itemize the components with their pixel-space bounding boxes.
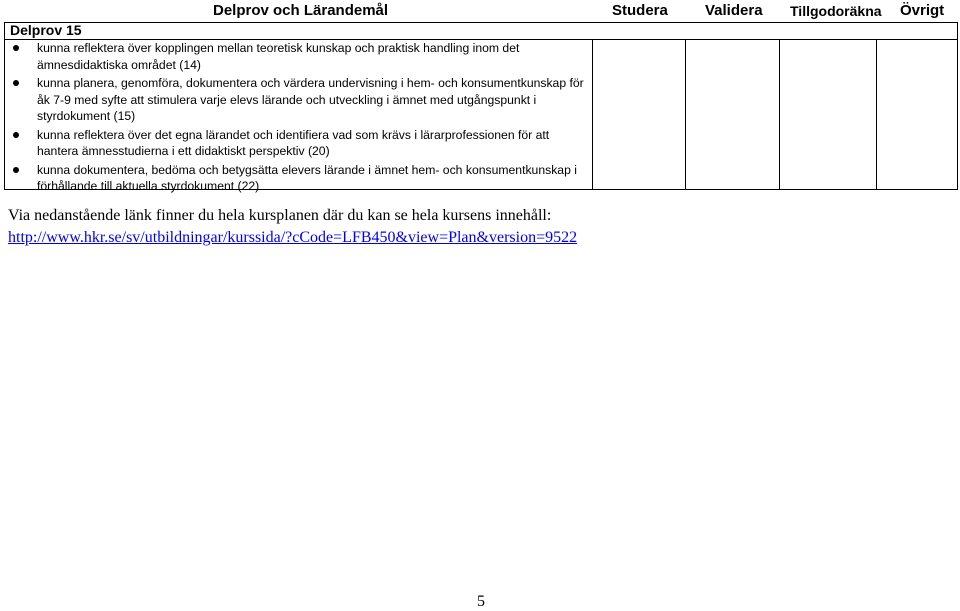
section-title: Delprov 15 xyxy=(10,22,82,38)
page-number: 5 xyxy=(477,593,485,610)
column-divider-validera xyxy=(685,39,686,190)
list-item-text: kunna reflektera över det egna lärandet och identifiera vad som krävs i lärarprofessionen för att hantera ämnesstudierna i ett didaktiskt perspektiv (20) xyxy=(37,127,550,158)
header-title: Delprov och Lärandemål xyxy=(213,2,389,19)
list-item xyxy=(10,40,590,73)
list-item-text: kunna reflektera över kopplingen mellan teoretisk kunskap och praktisk handling inom det ämnesdidaktiska området (14) xyxy=(37,41,520,72)
header-validera: Validera xyxy=(705,2,763,19)
table-border-right xyxy=(957,22,958,190)
bullet-icon xyxy=(13,132,19,138)
bullet-icon xyxy=(13,80,19,86)
list-item-text: kunna dokumentera, bedöma och betygsätta elevers lärande i ämnet hem- och konsumentkunskap i förhållande till aktuella styrdokument (22) xyxy=(37,162,577,193)
list-item-text: kunna planera, genomföra, dokumentera och värdera undervisning i hem- och konsumentkunskap för åk 7-9 med syfte att stimulera varje elevs lärande och utveckling i ämnet med utgångspunkt i styrdokument (15) xyxy=(37,76,584,123)
table-border-left xyxy=(4,22,5,190)
bullet-icon xyxy=(13,167,19,173)
column-divider-studera xyxy=(592,39,593,190)
column-divider-tillgodorakna xyxy=(779,39,780,190)
list-item xyxy=(10,162,590,195)
table-header xyxy=(0,0,960,22)
bullet-icon xyxy=(13,45,19,51)
header-studera: Studera xyxy=(612,2,668,19)
course-plan-link[interactable]: http://www.hkr.se/sv/utbildningar/kurssida/?cCode=LFB450&view=Plan&version=9522 xyxy=(8,229,578,246)
learning-goals-list xyxy=(10,40,590,197)
list-item xyxy=(10,75,590,125)
header-ovrigt: Övrigt xyxy=(900,2,945,19)
list-item xyxy=(10,127,590,160)
course-plan-note: Via nedanstående länk finner du hela kursplanen där du kan se hela kursens innehåll: xyxy=(8,207,552,224)
header-tillgodorakna: Tillgodoräkna xyxy=(790,3,882,19)
column-divider-ovrigt xyxy=(876,39,877,190)
